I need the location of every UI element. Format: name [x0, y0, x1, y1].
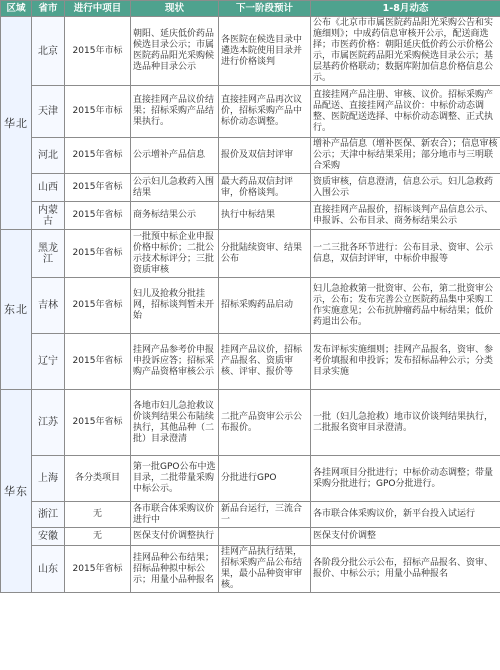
project-cell: 无	[65, 528, 131, 546]
province-cell: 北京	[32, 17, 65, 86]
table-row	[1, 86, 500, 138]
header-row	[1, 1, 500, 17]
news-cell: 妇儿急抢救第一批资审、公布，第二批资审公示，公布；发布完善公立医院药品集中采购工作实施意见；公布抗肿瘤药品中标结果；低价药退出公布。	[311, 278, 500, 334]
region-cell: 华北	[1, 17, 32, 230]
table-row	[1, 230, 500, 278]
header-region: 区域	[1, 1, 32, 17]
project-cell: 2015年市标	[65, 86, 131, 138]
next-cell: 最大药品双信封评审，价格谈判。	[219, 174, 311, 202]
status-cell: 公示增补产品信息	[131, 138, 219, 174]
table-row	[1, 502, 500, 528]
province-cell: 安徽	[32, 528, 65, 546]
next-cell: 招标采购药品启动	[219, 278, 311, 334]
next-cell: 分批陆续资审、结果公布	[219, 230, 311, 278]
table-row	[1, 390, 500, 456]
news-cell: 发布评标实施细则；挂网产品报名，资审、参考价填报和申投诉；发布招标品种公示；分类目录实施	[311, 334, 500, 390]
next-cell: 报价及双信封评审	[219, 138, 311, 174]
province-cell: 浙江	[32, 502, 65, 528]
project-cell: 无	[65, 502, 131, 528]
province-cell: 上海	[32, 456, 65, 502]
status-cell: 商务标结果公示	[131, 202, 219, 230]
project-cell: 2015年省标	[65, 138, 131, 174]
table-row	[1, 17, 500, 86]
news-cell: 资质审核，信息澄清，信息公示。妇儿急救药入围公示	[311, 174, 500, 202]
next-cell: 各医院在候选目录中遴选本院使用目录并进行价格谈判	[219, 17, 311, 86]
news-cell: 一批（妇儿急抢救）地市议价谈判结果执行，二批报名资审目录澄清。	[311, 390, 500, 456]
news-cell: 各阶段分批公示公布，招标产品报名、资审、报价、中标公示；用量小品种报名	[311, 546, 500, 593]
project-cell: 各分类项目	[65, 456, 131, 502]
status-cell: 公示妇儿急救药入围结果	[131, 174, 219, 202]
next-cell	[219, 528, 311, 546]
news-cell: 各市联合体采购议价，新平台投入试运行	[311, 502, 500, 528]
region-cell: 华东	[1, 390, 32, 593]
header-next: 下一阶段预计	[219, 1, 311, 17]
province-cell: 吉林	[32, 278, 65, 334]
region-cell: 东北	[1, 230, 32, 390]
news-cell: 医保支付价调整	[311, 528, 500, 546]
header-project: 进行中项目	[65, 1, 131, 17]
province-cell: 河北	[32, 138, 65, 174]
header-status: 现状	[131, 1, 219, 17]
project-cell: 2015年市标	[65, 17, 131, 86]
news-cell: 一二三批各环节进行：公布目录、资审、公示信息，双信封评审，中标价申报等	[311, 230, 500, 278]
province-cell: 内蒙古	[32, 202, 65, 230]
header-news: 1-8月动态	[311, 1, 500, 17]
project-cell: 2015年省标	[65, 230, 131, 278]
table-row	[1, 456, 500, 502]
status-cell: 挂网品种公布结果；招标品种拟中标公示；用量小品种报名	[131, 546, 219, 593]
province-cell: 辽宁	[32, 334, 65, 390]
next-cell: 分批进行GPO	[219, 456, 311, 502]
next-cell: 新品台运行，三流合一	[219, 502, 311, 528]
status-cell: 朝阳、延庆低价药品候选目录公示；市属医院药品阳光采购候选品种目录公示	[131, 17, 219, 86]
status-cell: 医保支付价调整执行	[131, 528, 219, 546]
province-cell: 黑龙江	[32, 230, 65, 278]
province-cell: 天津	[32, 86, 65, 138]
status-cell: 妇儿及抢救分批挂网，招标谈判暂未开始	[131, 278, 219, 334]
table-row	[1, 546, 500, 593]
next-cell: 挂网产品执行结果，招标采购产品公布结果，最小品种资审审核。	[219, 546, 311, 593]
province-cell: 江苏	[32, 390, 65, 456]
status-cell: 第一批GPO公布中选目录，二批带量采购中标公示。	[131, 456, 219, 502]
status-cell: 直接挂网产品议价结果；招标采购产品结果执行。	[131, 86, 219, 138]
news-cell: 各挂网项目分批进行；中标价动态调整；带量采购分批进行；GPO分批进行。	[311, 456, 500, 502]
news-cell: 直接挂网产品报价，招标谈判产品信息公示、申报诉、公布目录、商务标结果公示	[311, 202, 500, 230]
next-cell: 执行中标结果	[219, 202, 311, 230]
status-cell: 各市联合体采购议价进行中	[131, 502, 219, 528]
table-row	[1, 202, 500, 230]
next-cell: 挂网产品议价，招标产品报名、资质审核、评审、报价等	[219, 334, 311, 390]
news-cell: 公布《北京市市属医院药品阳光采购公告和实施细则》；中成药信息审核开公示，配送商选择；市医药价格：朝阳延庆低价药公示价格公示，市属医院药品阳光采购候选目录公示；基层基药价格联动；数据库附加信息价格信息公示。	[311, 17, 500, 86]
project-cell: 2015年省标	[65, 334, 131, 390]
table-row	[1, 528, 500, 546]
table-row	[1, 174, 500, 202]
province-cell: 山东	[32, 546, 65, 593]
project-cell: 2015年省标	[65, 546, 131, 593]
table-row	[1, 334, 500, 390]
project-cell: 2015年省标	[65, 202, 131, 230]
status-cell: 挂网产品参考价申报申投诉应答；招标采购产品资格审核公示	[131, 334, 219, 390]
table-row	[1, 278, 500, 334]
table-row	[1, 138, 500, 174]
next-cell: 二批产品资审公示公布报价。	[219, 390, 311, 456]
project-cell: 2015年省标	[65, 390, 131, 456]
next-cell: 直接挂网产品再次议价，招标采购产品中标价动态调整。	[219, 86, 311, 138]
province-cell: 山西	[32, 174, 65, 202]
header-province: 省市	[32, 1, 65, 17]
news-cell: 直接挂网产品注册、审核、议价。招标采购产品配送、直接挂网产品议价：中标价动态调整、医院配送选择、中标价动态调整、正式执行。	[311, 86, 500, 138]
project-cell: 2015年省标	[65, 278, 131, 334]
news-cell: 增补产品信息（增补医保、新农合）；信息审核公示；天津中标结果采用；部分地市与三明联合采购	[311, 138, 500, 174]
project-cell: 2015年省标	[65, 174, 131, 202]
status-cell: 一批预中标企业申报价格中标价；二批公示技术标评分；三批资质审核	[131, 230, 219, 278]
status-cell: 各地市妇儿急抢救议价谈判结果公布陆续执行，其他品种（二批）目录澄清	[131, 390, 219, 456]
